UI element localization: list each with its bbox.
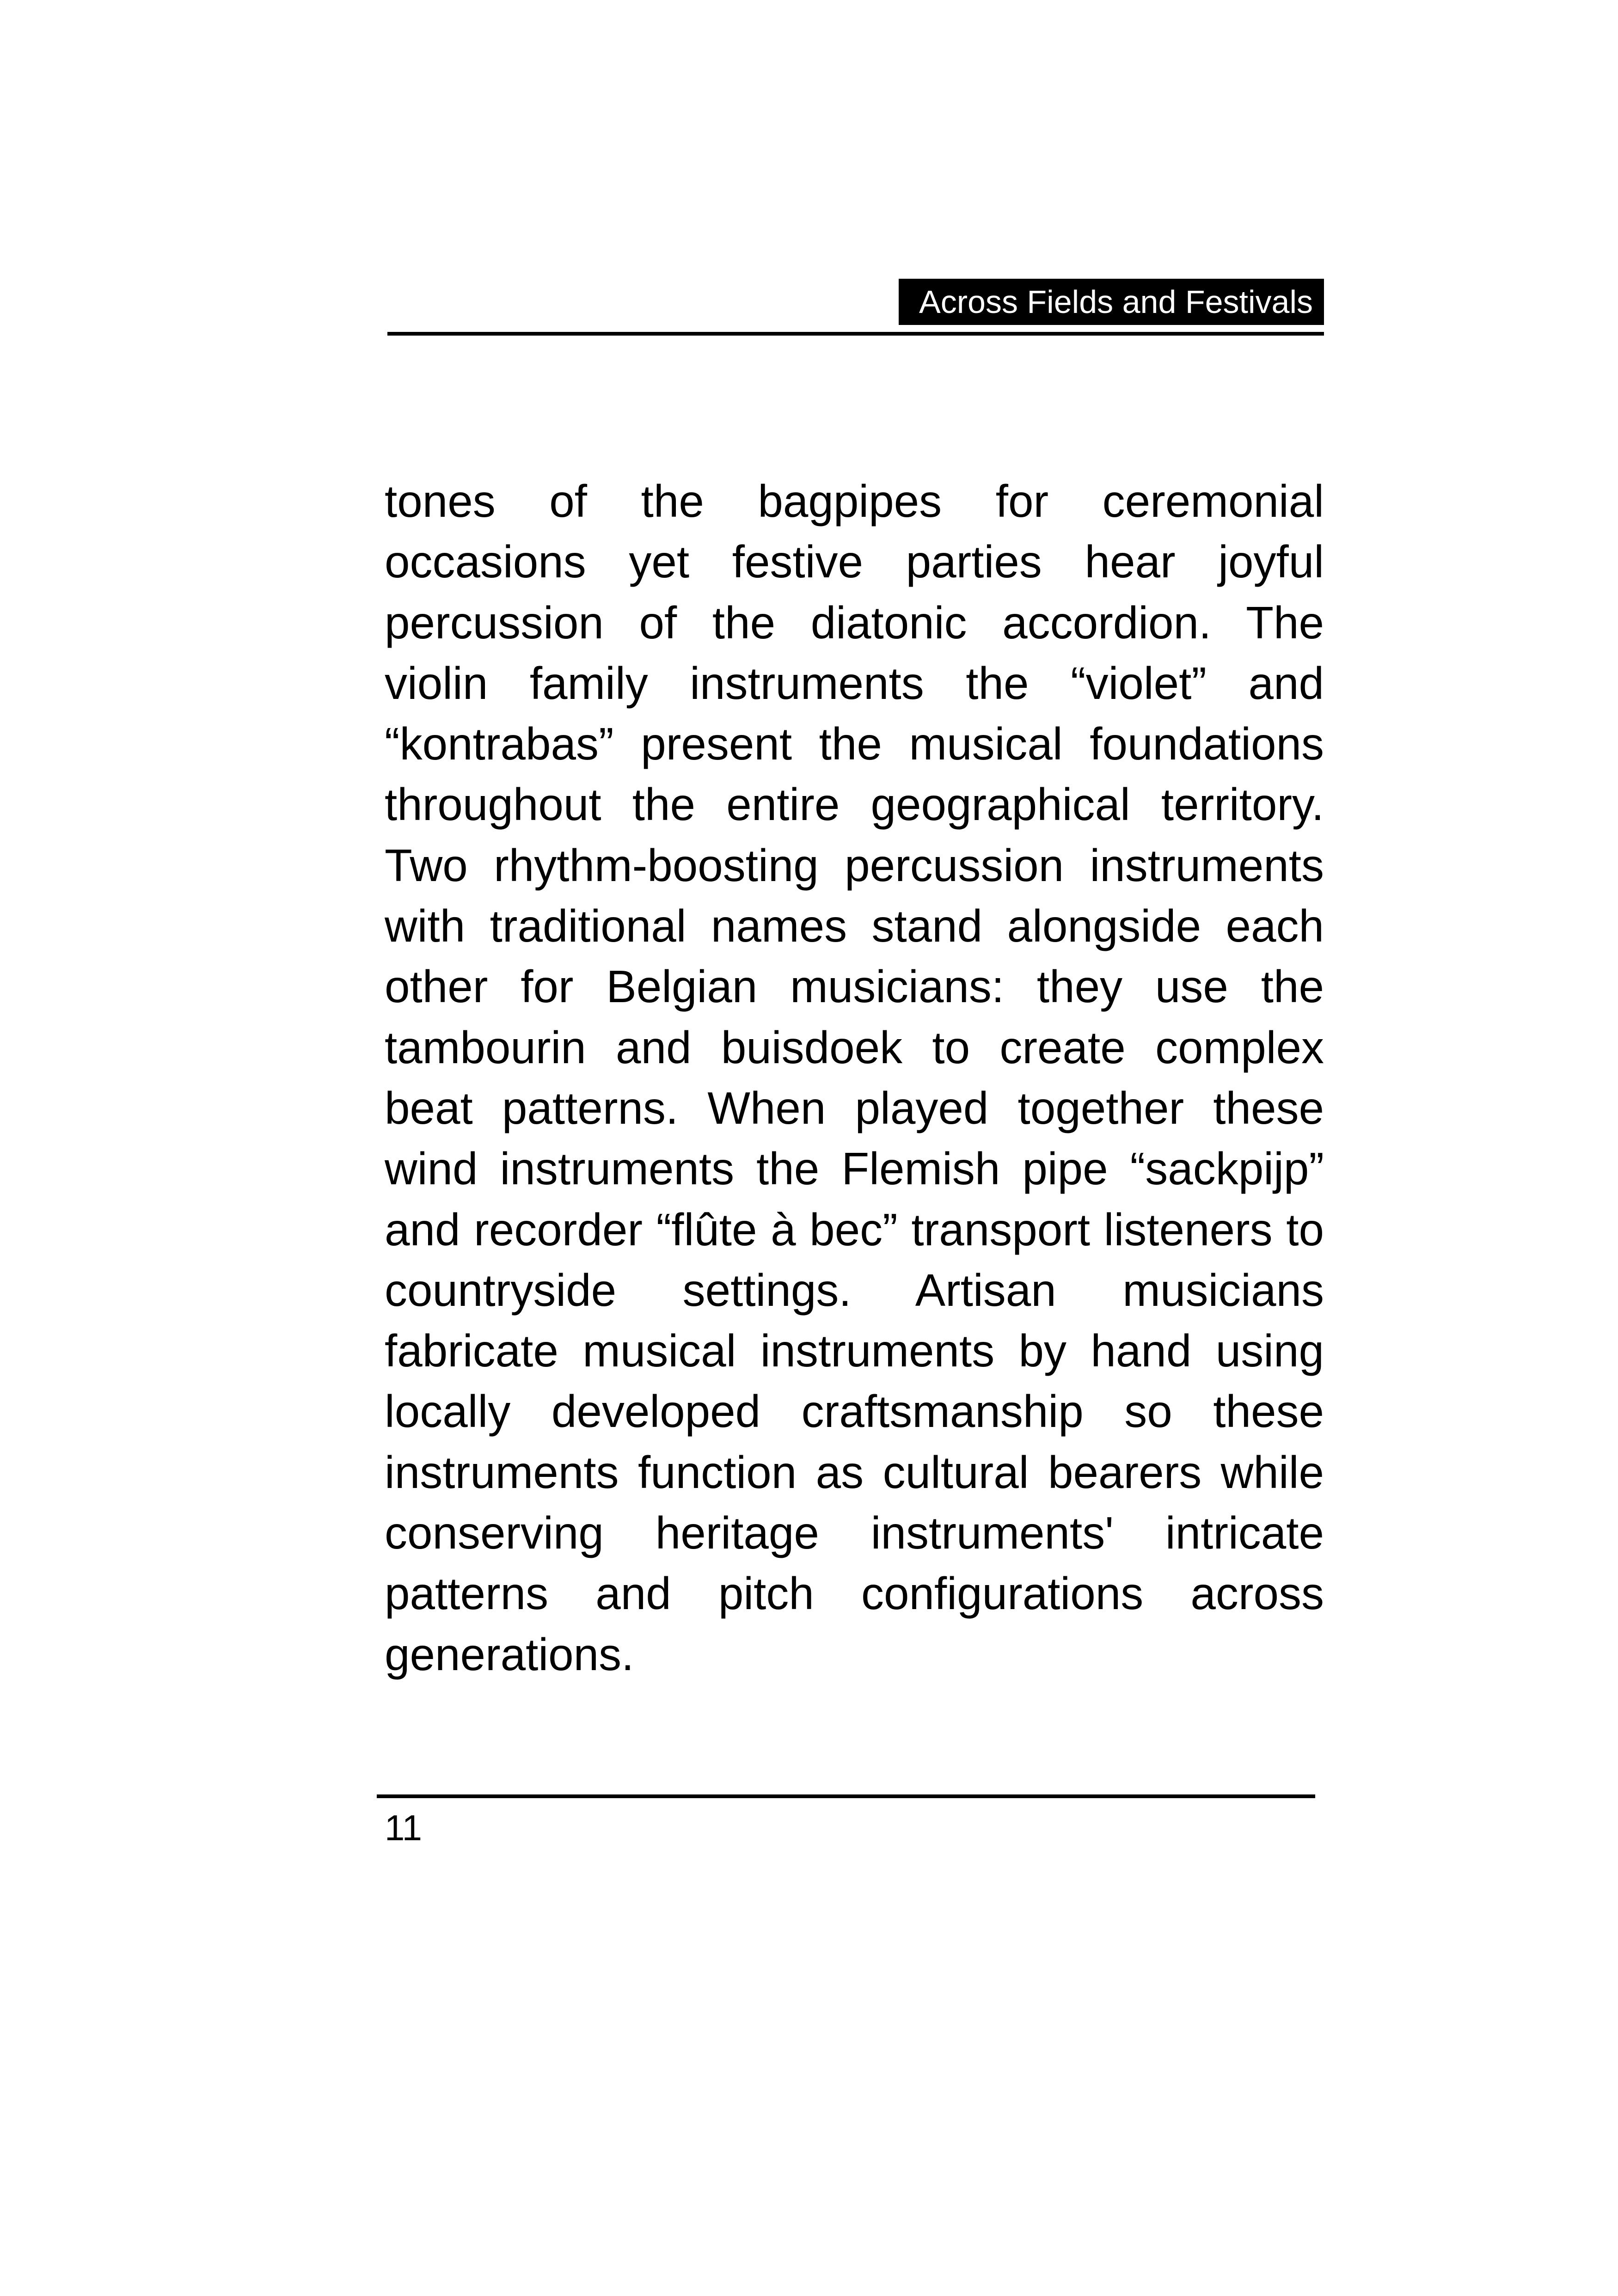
text-line: and recorder “flûte à bec” transport listeners to [385, 1204, 1324, 1255]
text-line: other for Belgian musicians: they use the [385, 961, 1324, 1012]
text-line: instruments function as cultural bearers while [385, 1446, 1324, 1498]
text-line: with traditional names stand alongside each [385, 900, 1324, 952]
text-line: wind instruments the Flemish pipe “sackpijp” [385, 1143, 1324, 1194]
text-line: tones of the bagpipes for ceremonial [385, 476, 1324, 527]
text-line: patterns and pitch configurations across [385, 1568, 1324, 1619]
running-head-title: Across Fields and Festivals [899, 279, 1324, 325]
text-line: fabricate musical instruments by hand using [385, 1325, 1324, 1377]
text-line: conserving heritage instruments' intricate [385, 1507, 1324, 1559]
header-rule [387, 332, 1324, 336]
text-line: locally developed craftsmanship so these [385, 1386, 1324, 1437]
body-paragraph [385, 471, 1324, 1685]
text-line: tambourin and buisdoek to create complex [385, 1022, 1324, 1073]
text-line: throughout the entire geographical territory. [385, 779, 1324, 830]
text-line: percussion of the diatonic accordion. The [385, 597, 1324, 648]
text-line: Two rhythm-boosting percussion instruments [385, 839, 1324, 891]
text-line: “kontrabas” present the musical foundations [385, 718, 1324, 770]
text-line: violin family instruments the “violet” and [385, 657, 1324, 709]
page-number: 11 [385, 1807, 422, 1848]
text-line: occasions yet festive parties hear joyful [385, 536, 1324, 588]
text-line: countryside settings. Artisan musicians [385, 1264, 1324, 1316]
text-line: beat patterns. When played together these [385, 1082, 1324, 1133]
text-line: generations. [385, 1629, 634, 1680]
footer-rule [377, 1794, 1315, 1798]
